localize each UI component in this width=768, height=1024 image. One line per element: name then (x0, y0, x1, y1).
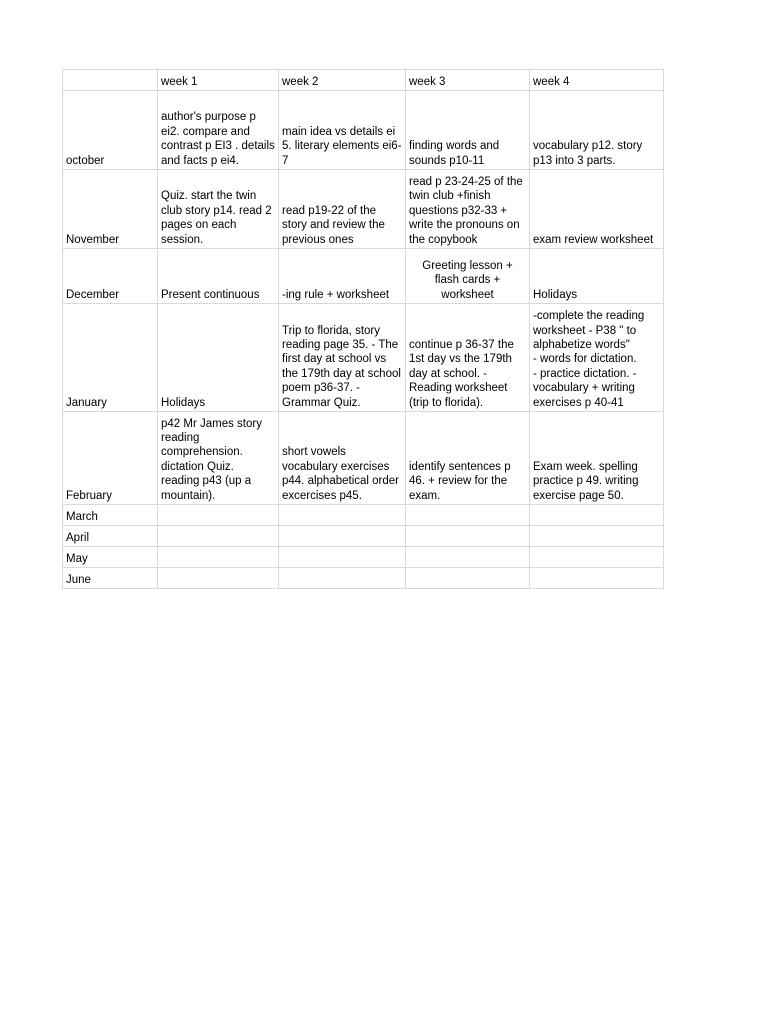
lesson-cell[interactable] (406, 568, 530, 589)
lesson-cell[interactable] (158, 526, 279, 547)
lesson-cell[interactable]: continue p 36-37 the 1st day vs the 179th day at school. - Reading worksheet (trip to florida). (406, 304, 530, 412)
lesson-cell[interactable] (158, 547, 279, 568)
lesson-cell[interactable] (530, 505, 664, 526)
month-cell[interactable]: March (63, 505, 158, 526)
lesson-cell[interactable] (158, 568, 279, 589)
lesson-cell[interactable]: -ing rule + worksheet (279, 249, 406, 304)
lesson-cell[interactable]: Exam week. spelling practice p 49. writing exercise page 50. (530, 412, 664, 505)
table-row-march (63, 505, 664, 526)
table-row-october (63, 91, 664, 170)
month-cell[interactable]: June (63, 568, 158, 589)
lesson-cell[interactable]: read p19-22 of the story and review the previous ones (279, 170, 406, 249)
lesson-cell[interactable]: Holidays (530, 249, 664, 304)
month-cell[interactable]: February (63, 412, 158, 505)
month-cell[interactable]: December (63, 249, 158, 304)
lesson-cell[interactable] (158, 505, 279, 526)
month-cell[interactable]: october (63, 91, 158, 170)
lesson-cell[interactable] (530, 526, 664, 547)
table-row-may (63, 547, 664, 568)
lesson-cell[interactable] (406, 526, 530, 547)
lesson-cell[interactable]: Trip to florida, story reading page 35. - The first day at school vs the 179th day at school poem p36-37. - Grammar Quiz. (279, 304, 406, 412)
lesson-cell[interactable]: author's purpose p ei2. compare and contrast p EI3 . details and facts p ei4. (158, 91, 279, 170)
lesson-cell[interactable]: Greeting lesson + flash cards + worksheet (406, 249, 530, 304)
header-corner-cell[interactable] (63, 70, 158, 91)
month-cell[interactable]: May (63, 547, 158, 568)
lesson-cell[interactable] (530, 547, 664, 568)
lesson-cell[interactable] (279, 547, 406, 568)
table-row-december (63, 249, 664, 304)
month-cell[interactable]: November (63, 170, 158, 249)
header-week-4[interactable]: week 4 (530, 70, 664, 91)
table-row-february (63, 412, 664, 505)
lesson-cell[interactable]: Present continuous (158, 249, 279, 304)
lesson-cell[interactable]: Holidays (158, 304, 279, 412)
lesson-cell[interactable]: exam review worksheet (530, 170, 664, 249)
lesson-cell[interactable]: short vowels vocabulary exercises p44. alphabetical order excercises p45. (279, 412, 406, 505)
lesson-cell[interactable] (406, 505, 530, 526)
header-week-1[interactable]: week 1 (158, 70, 279, 91)
lesson-cell[interactable]: identify sentences p 46. + review for the exam. (406, 412, 530, 505)
lesson-cell[interactable] (279, 568, 406, 589)
lesson-cell[interactable]: Quiz. start the twin club story p14. read 2 pages on each session. (158, 170, 279, 249)
lesson-cell[interactable] (279, 526, 406, 547)
lesson-cell[interactable]: p42 Mr James story reading comprehension. dictation Quiz. reading p43 (up a mountain). (158, 412, 279, 505)
lesson-cell[interactable]: vocabulary p12. story p13 into 3 parts. (530, 91, 664, 170)
lesson-cell[interactable] (279, 505, 406, 526)
table-row-april (63, 526, 664, 547)
lesson-cell[interactable]: -complete the reading worksheet - P38 " to alphabetize words" - words for dictation. - practice dictation. - vocabulary + writing exercises p 40-41 (530, 304, 664, 412)
table-row-january (63, 304, 664, 412)
header-row (63, 70, 664, 91)
header-week-2[interactable]: week 2 (279, 70, 406, 91)
lesson-cell[interactable] (530, 568, 664, 589)
header-week-3[interactable]: week 3 (406, 70, 530, 91)
lesson-cell[interactable] (406, 547, 530, 568)
month-cell[interactable]: January (63, 304, 158, 412)
table-row-november (63, 170, 664, 249)
lesson-cell[interactable]: finding words and sounds p10-11 (406, 91, 530, 170)
table-row-june (63, 568, 664, 589)
lesson-cell[interactable]: read p 23-24-25 of the twin club +finish questions p32-33 + write the pronouns on the copybook (406, 170, 530, 249)
month-cell[interactable]: April (63, 526, 158, 547)
lesson-schedule-table (62, 69, 664, 589)
lesson-cell[interactable]: main idea vs details ei 5. literary elements ei6-7 (279, 91, 406, 170)
